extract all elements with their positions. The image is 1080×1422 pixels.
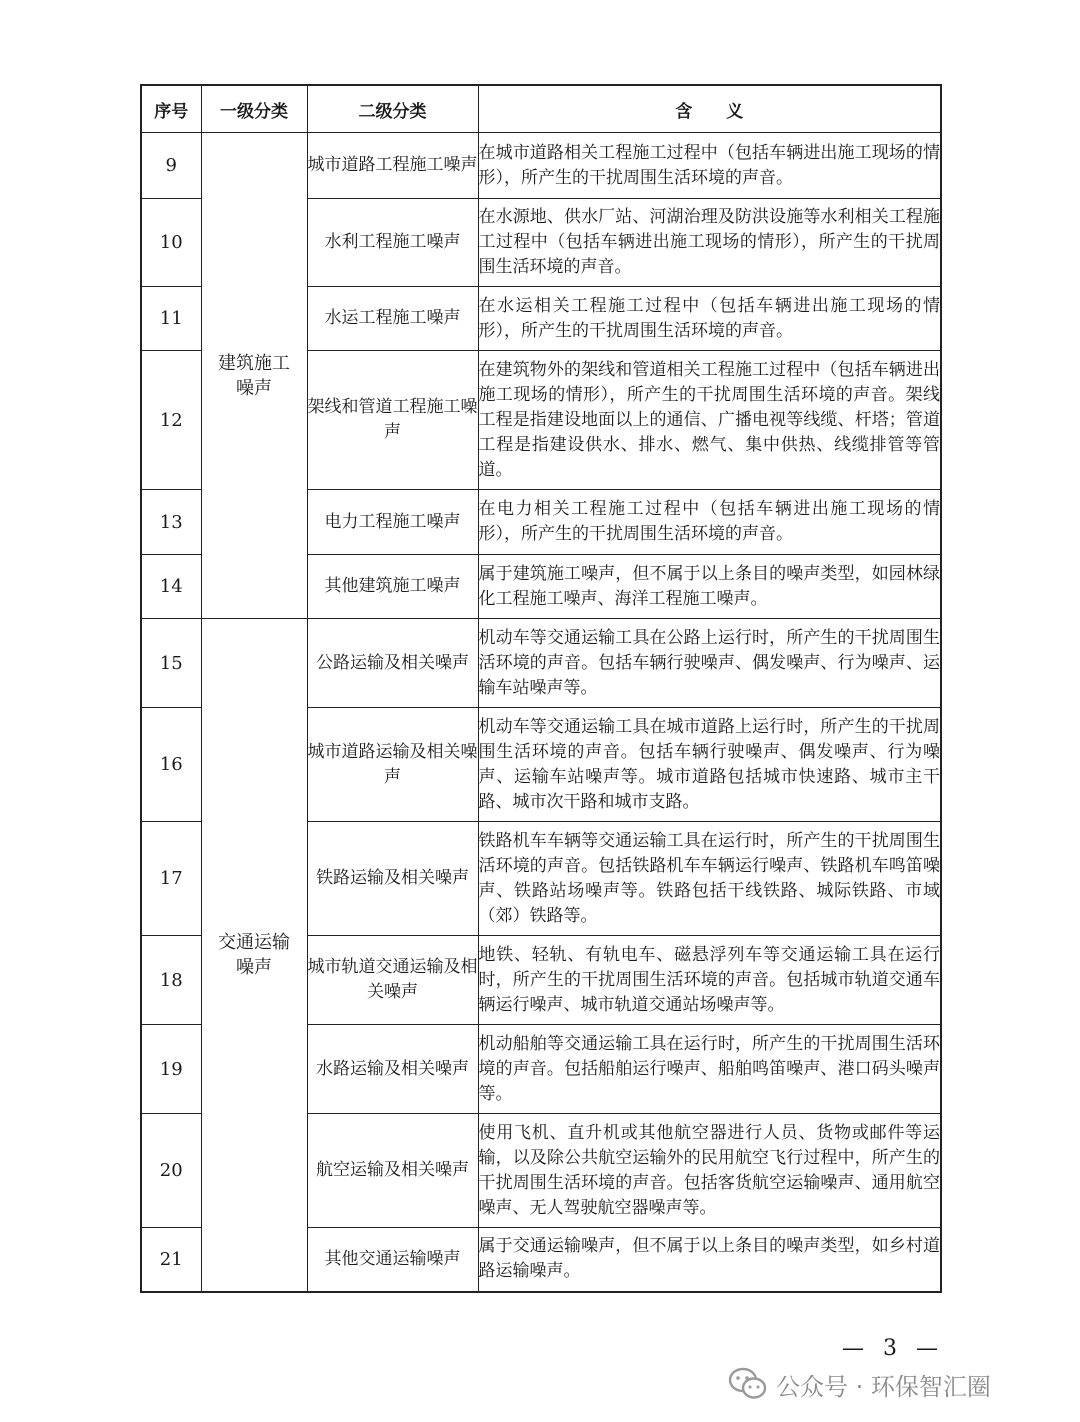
level2-category: 城市道路工程施工噪声 bbox=[307, 133, 478, 199]
table-row bbox=[141, 133, 941, 199]
definition: 机动车等交通运输工具在公路上运行时，所产生的干扰周围生活环境的声音。包括车辆行驶噪声、偶发噪声、行为噪声、运输车站噪声等。 bbox=[478, 619, 941, 708]
level1-category bbox=[201, 133, 307, 619]
watermark-text: 公众号 · 环保智汇圈 bbox=[776, 1372, 991, 1401]
wechat-logo-icon bbox=[728, 1366, 768, 1402]
definition: 在电力相关工程施工过程中（包括车辆进出施工现场的情形），所产生的干扰周围生活环境的声音。 bbox=[478, 490, 941, 555]
definition: 机动船舶等交通运输工具在运行时，所产生的干扰周围生活环境的声音。包括船舶运行噪声、船舶鸣笛噪声、港口码头噪声等。 bbox=[478, 1025, 941, 1114]
watermark bbox=[728, 1364, 991, 1404]
row-number: 10 bbox=[141, 199, 201, 287]
definition: 使用飞机、直升机或其他航空器进行人员、货物或邮件等运输，以及除公共航空运输外的民用航空飞行过程中，所产生的干扰周围生活环境的声音。包括客货航空运输噪声、通用航空噪声、无人驾驶航空器噪声等。 bbox=[478, 1114, 941, 1228]
row-number: 17 bbox=[141, 822, 201, 936]
definition: 在城市道路相关工程施工过程中（包括车辆进出施工现场的情形），所产生的干扰周围生活环境的声音。 bbox=[478, 133, 941, 199]
row-number: 19 bbox=[141, 1025, 201, 1114]
row-number: 14 bbox=[141, 555, 201, 619]
definition: 铁路机车车辆等交通运输工具在运行时，所产生的干扰周围生活环境的声音。包括铁路机车车辆运行噪声、铁路机车鸣笛噪声、铁路站场噪声等。铁路包括干线铁路、城际铁路、市域（郊）铁路等。 bbox=[478, 822, 941, 936]
level2-category: 其他建筑施工噪声 bbox=[307, 555, 478, 619]
row-number: 11 bbox=[141, 287, 201, 351]
row-number: 16 bbox=[141, 708, 201, 822]
level2-category: 架线和管道工程施工噪声 bbox=[307, 351, 478, 490]
row-number: 21 bbox=[141, 1228, 201, 1292]
row-number: 18 bbox=[141, 936, 201, 1025]
level2-category: 水利工程施工噪声 bbox=[307, 199, 478, 287]
row-number: 13 bbox=[141, 490, 201, 555]
level2-category: 城市轨道交通运输及相关噪声 bbox=[307, 936, 478, 1025]
definition: 在建筑物外的架线和管道相关工程施工过程中（包括车辆进出施工现场的情形），所产生的干扰周围生活环境的声音。架线工程是指建设地面以上的通信、广播电视等线缆、杆塔；管道工程是指建设供水、排水、燃气、集中供热、线缆排管等管道。 bbox=[478, 351, 941, 490]
page-number: — 3 — bbox=[842, 1336, 944, 1361]
definition: 地铁、轻轨、有轨电车、磁悬浮列车等交通运输工具在运行时，所产生的干扰周围生活环境的声音。包括城市轨道交通车辆运行噪声、城市轨道交通站场噪声等。 bbox=[478, 936, 941, 1025]
level2-category: 城市道路运输及相关噪声 bbox=[307, 708, 478, 822]
level1-label: 建筑施工噪声 bbox=[218, 352, 290, 399]
level2-category: 其他交通运输噪声 bbox=[307, 1228, 478, 1292]
row-number: 20 bbox=[141, 1114, 201, 1228]
definition: 属于建筑施工噪声，但不属于以上条目的噪声类型，如园林绿化工程施工噪声、海洋工程施工噪声。 bbox=[478, 555, 941, 619]
header-level1: 一级分类 bbox=[201, 85, 307, 133]
definition: 属于交通运输噪声，但不属于以上条目的噪声类型，如乡村道路运输噪声。 bbox=[478, 1228, 941, 1292]
level2-category: 水路运输及相关噪声 bbox=[307, 1025, 478, 1114]
row-number: 9 bbox=[141, 133, 201, 199]
level2-category: 航空运输及相关噪声 bbox=[307, 1114, 478, 1228]
level1-category bbox=[201, 619, 307, 1292]
table-header-row bbox=[141, 85, 941, 133]
row-number: 15 bbox=[141, 619, 201, 708]
noise-classification-table bbox=[140, 84, 942, 1293]
level2-category: 公路运输及相关噪声 bbox=[307, 619, 478, 708]
header-no: 序号 bbox=[141, 85, 201, 133]
level2-category: 水运工程施工噪声 bbox=[307, 287, 478, 351]
definition: 在水源地、供水厂站、河湖治理及防洪设施等水利相关工程施工过程中（包括车辆进出施工现场的情形），所产生的干扰周围生活环境的声音。 bbox=[478, 199, 941, 287]
level2-category: 铁路运输及相关噪声 bbox=[307, 822, 478, 936]
header-meaning: 含 义 bbox=[478, 85, 941, 133]
header-level2: 二级分类 bbox=[307, 85, 478, 133]
definition: 在水运相关工程施工过程中（包括车辆进出施工现场的情形），所产生的干扰周围生活环境的声音。 bbox=[478, 287, 941, 351]
level1-label: 交通运输噪声 bbox=[218, 931, 290, 978]
row-number: 12 bbox=[141, 351, 201, 490]
table-row bbox=[141, 619, 941, 708]
level2-category: 电力工程施工噪声 bbox=[307, 490, 478, 555]
definition: 机动车等交通运输工具在城市道路上运行时，所产生的干扰周围生活环境的声音。包括车辆行驶噪声、偶发噪声、行为噪声、运输车站噪声等。城市道路包括城市快速路、城市主干路、城市次干路和城市支路。 bbox=[478, 708, 941, 822]
